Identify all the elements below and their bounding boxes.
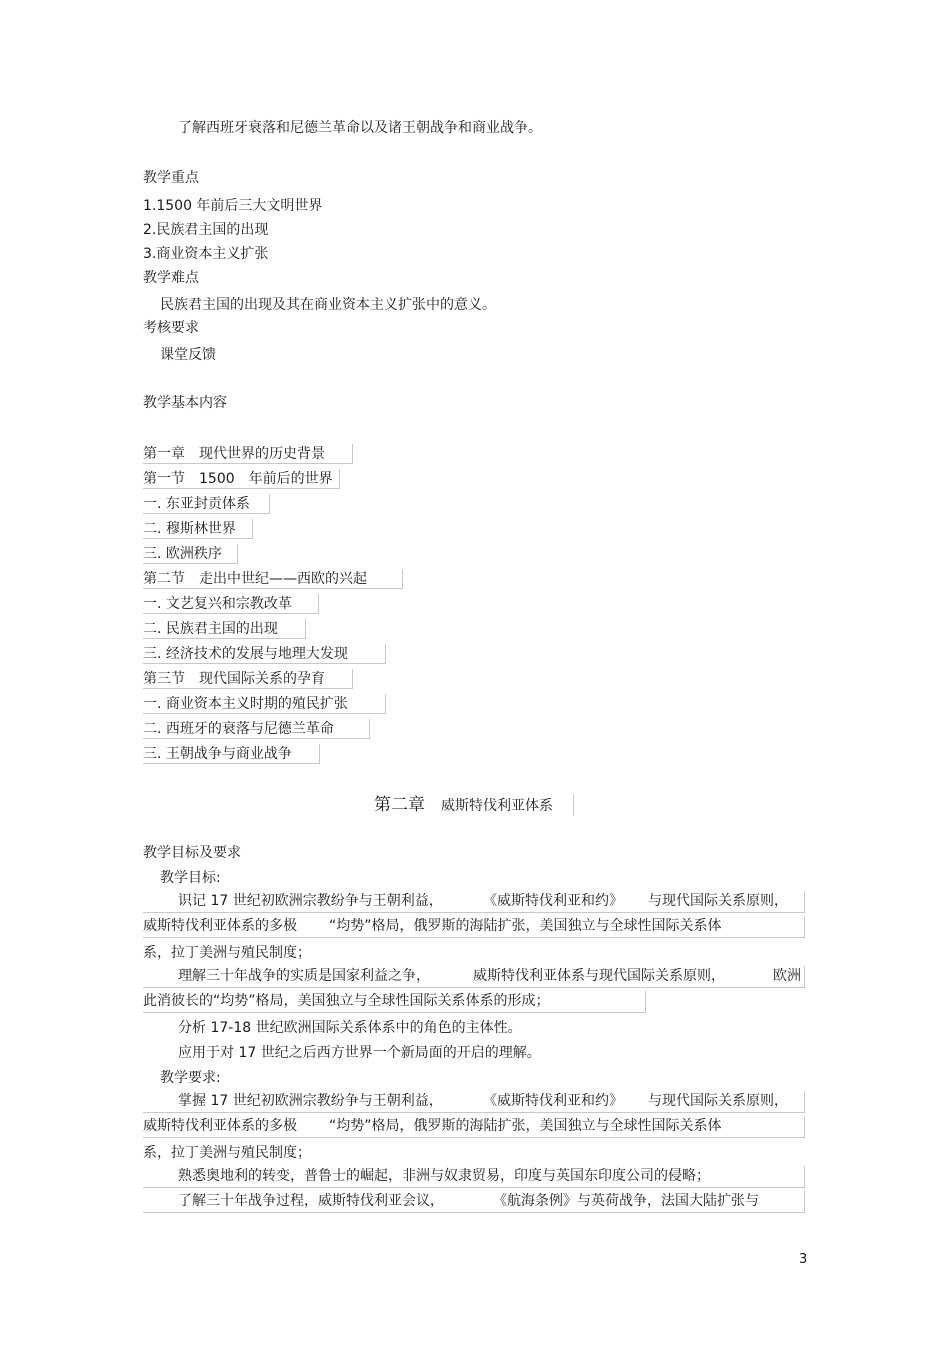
objective-2-line-1: 理解三十年战争的实质是国家利益之争， 威斯特伐利亚体系与现代国际关系原则， 欧洲 <box>143 966 805 988</box>
requirements-label: 教学要求: <box>160 1070 221 1086</box>
outline-section-3: 第三节 现代国际关系的孕育 <box>143 669 353 689</box>
difficulties-heading: 教学难点 <box>143 270 199 286</box>
objective-1-line-2: 威斯特伐利亚体系的多极 “均势”格局，俄罗斯的海陆扩张，美国独立与全球性国际关系体 <box>143 916 805 938</box>
requirement-1-line-1: 掌握 17 世纪初欧洲宗教纷争与王朝利益， 《威斯特伐利亚和约》 与现代国际关系原则， <box>143 1091 805 1113</box>
objective-1-line-3: 系，拉丁美洲与殖民制度； <box>143 945 311 961</box>
goals-heading: 教学目标及要求 <box>143 845 241 861</box>
objective-3: 分析 17-18 世纪欧洲国际关系体系中的角色的主体性。 <box>178 1020 522 1036</box>
difficulties-text: 民族君主国的出现及其在商业资本主义扩张中的意义。 <box>160 297 496 313</box>
outline-item: 二. 民族君主国的出现 <box>143 619 306 639</box>
chapter-2-label: 第二章 <box>374 795 425 815</box>
key-point-item: 2.民族君主国的出现 <box>143 222 269 238</box>
objective-4: 应用于对 17 世纪之后西方世界一个新局面的开启的理解。 <box>178 1045 541 1061</box>
outline-item: 三. 王朝战争与商业战争 <box>143 744 320 764</box>
outline-section-1: 第一节 1500 年前后的世界 <box>143 469 340 489</box>
content-heading: 教学基本内容 <box>143 395 227 411</box>
outline-item: 二. 西班牙的衰落与尼德兰革命 <box>143 719 370 739</box>
outline-item: 一. 文艺复兴和宗教改革 <box>143 594 319 614</box>
requirement-1-line-3: 系，拉丁美洲与殖民制度； <box>143 1145 311 1161</box>
chapter-2-title <box>374 794 553 817</box>
assessment-text: 课堂反馈 <box>160 347 216 363</box>
outline-item: 二. 穆斯林世界 <box>143 519 253 539</box>
outline-item: 一. 商业资本主义时期的殖民扩张 <box>143 694 386 714</box>
outline-item: 三. 经济技术的发展与地理大发现 <box>143 644 386 664</box>
outline-chapter-1: 第一章 现代世界的历史背景 <box>143 444 353 464</box>
objectives-label: 教学目标: <box>160 870 221 886</box>
assessment-heading: 考核要求 <box>143 320 199 336</box>
chapter-2-box-edge <box>573 794 574 816</box>
objective-2-line-2: 此消彼长的“均势”格局，美国独立与全球性国际关系体系的形成； <box>143 991 646 1013</box>
outline-item: 三. 欧洲秩序 <box>143 544 238 564</box>
requirement-3-line-1: 了解三十年战争过程，威斯特伐利亚会议， 《航海条例》与英荷战争，法国大陆扩张与 <box>143 1191 805 1213</box>
requirement-1-line-2: 威斯特伐利亚体系的多极 “均势”格局，俄罗斯的海陆扩张，美国独立与全球性国际关系体 <box>143 1116 805 1138</box>
requirement-2: 熟悉奥地利的转变，普鲁士的崛起，非洲与奴隶贸易，印度与英国东印度公司的侵略； <box>143 1166 805 1188</box>
intro-line: 了解西班牙衰落和尼德兰革命以及诸王朝战争和商业战争。 <box>178 120 542 136</box>
outline-item: 一. 东亚封贡体系 <box>143 494 270 514</box>
key-points-heading: 教学重点 <box>143 170 199 186</box>
key-point-item: 3.商业资本主义扩张 <box>143 246 269 262</box>
page-number: 3 <box>799 1252 808 1267</box>
outline-section-2: 第二节 走出中世纪——西欧的兴起 <box>143 569 403 589</box>
objective-1-line-1: 识记 17 世纪初欧洲宗教纷争与王朝利益， 《威斯特伐利亚和约》 与现代国际关系原则， <box>143 891 805 913</box>
chapter-2-name: 威斯特伐利亚体系 <box>441 798 553 814</box>
key-point-item: 1.1500 年前后三大文明世界 <box>143 198 323 214</box>
